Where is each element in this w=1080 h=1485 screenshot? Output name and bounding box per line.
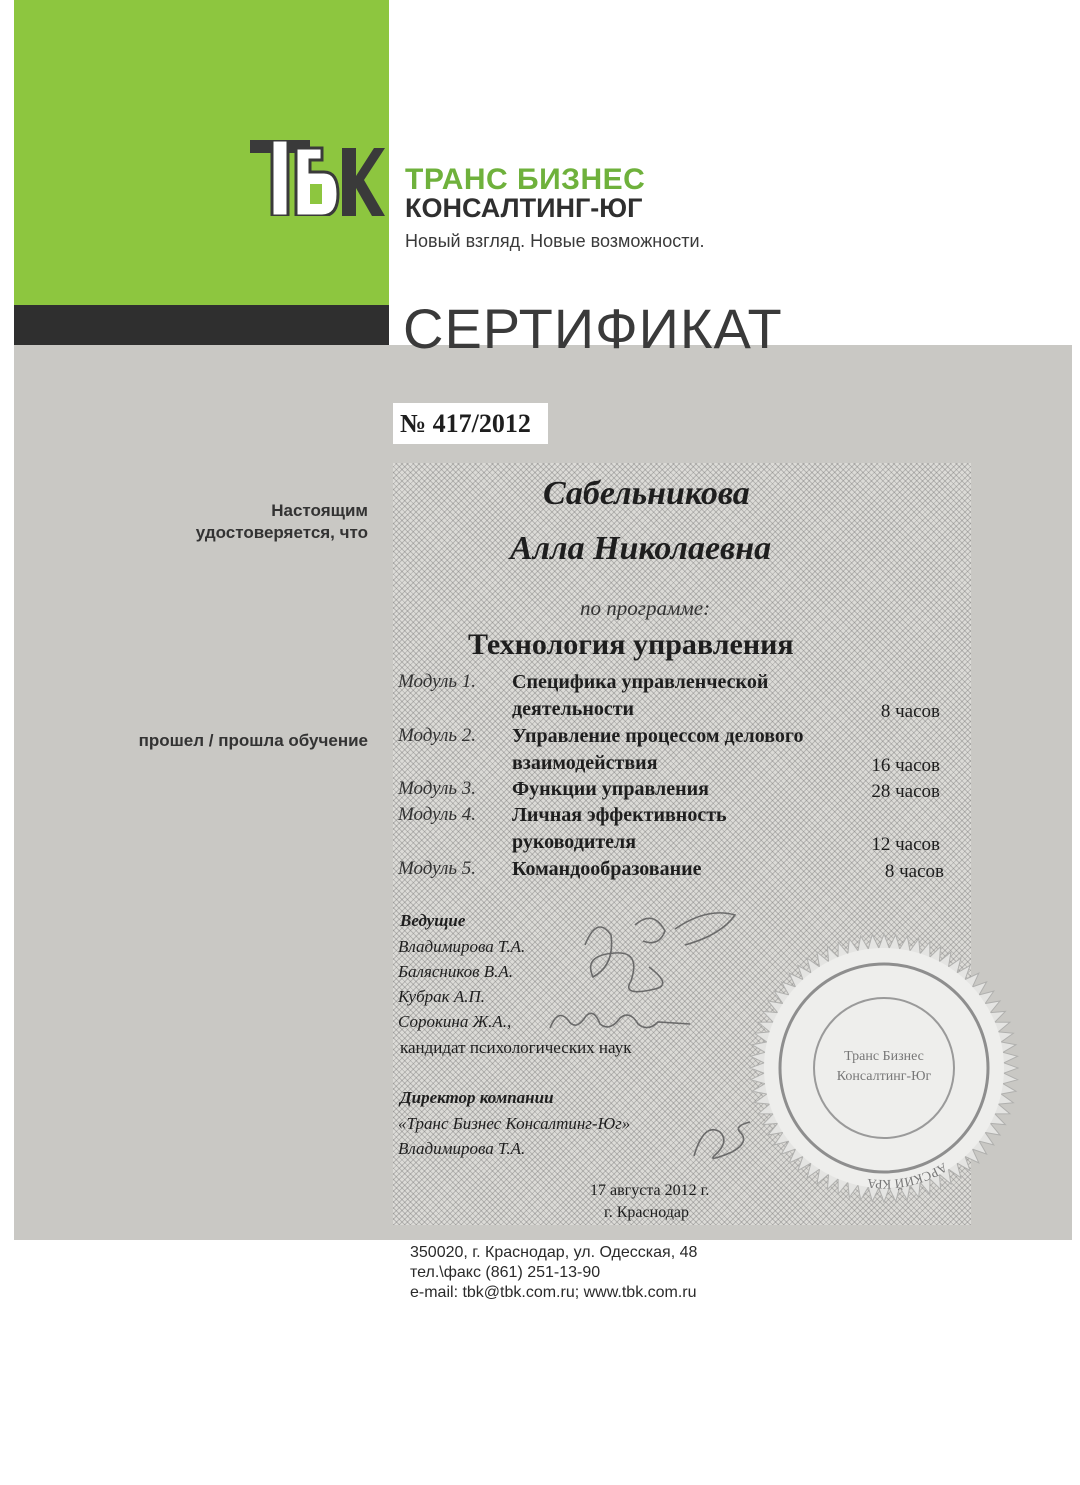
tbk-logo	[250, 140, 385, 216]
program-label: по программе:	[580, 596, 711, 620]
issue-date: 17 августа 2012 г.	[590, 1182, 710, 1199]
sorokina-signature	[540, 1002, 700, 1042]
dark-title-bar	[14, 305, 389, 345]
module-hours: 28 часов	[871, 781, 940, 802]
footer-email: e-mail: tbk@tbk.com.ru; www.tbk.com.ru	[410, 1284, 697, 1301]
module-label: Модуль 3.	[398, 778, 477, 799]
module-title: руководителя	[512, 831, 637, 853]
module-title: Личная эффективность	[512, 804, 727, 826]
module-label: Модуль 1.	[398, 671, 477, 692]
director-signature	[680, 1112, 770, 1172]
module-label: Модуль 5.	[398, 858, 477, 879]
module-hours: 12 часов	[871, 834, 940, 855]
module-hours: 8 часов	[880, 701, 940, 722]
intro-line2: удостоверяется, что	[195, 523, 368, 542]
instructor-degree: кандидат психологических наук	[400, 1038, 632, 1057]
module-title: взаимодействия	[512, 752, 658, 774]
recipient-first-name: Алла Николаевна	[510, 530, 772, 567]
program-title: Технология управления	[468, 628, 794, 661]
completed-label: прошел / прошла обучение	[138, 731, 368, 750]
instructor-signature	[545, 905, 745, 1005]
brand-name-line2: КОНСАЛТИНГ-ЮГ	[405, 193, 643, 223]
seal-outer-text: АРСКИЙ КРА	[866, 1160, 951, 1193]
instructor-name: Владимирова Т.А.	[398, 937, 526, 956]
certificate-number: № 417/2012	[400, 409, 531, 438]
issue-city: г. Краснодар	[604, 1204, 689, 1221]
instructor-name: Балясников В.А.	[398, 962, 514, 981]
instructor-name: Кубрак А.П.	[398, 987, 486, 1006]
brand-name-line1: ТРАНС БИЗНЕС	[405, 163, 646, 196]
module-title: деятельности	[512, 698, 635, 720]
brand-tagline: Новый взгляд. Новые возможности.	[405, 231, 705, 251]
module-label: Модуль 4.	[398, 804, 477, 825]
footer-address: 350020, г. Краснодар, ул. Одесская, 48	[410, 1244, 698, 1261]
module-title: Управление процессом делового	[512, 725, 804, 747]
module-title: Командообразование	[512, 858, 702, 880]
module-label: Модуль 2.	[398, 725, 477, 746]
intro-line1: Настоящим	[271, 501, 368, 520]
instructor-name: Сорокина Ж.А.,	[398, 1012, 512, 1031]
module-title: Специфика управленческой	[512, 671, 769, 693]
footer-phone: тел.\факс (861) 251-13-90	[410, 1264, 601, 1281]
director-company: «Транс Бизнес Консалтинг-Юг»	[398, 1114, 631, 1133]
director-heading: Директор компании	[400, 1088, 554, 1107]
director-name: Владимирова Т.А.	[398, 1139, 526, 1158]
seal-inner-text-2: Консалтинг-Юг	[836, 1069, 932, 1084]
instructors-heading: Ведущие	[400, 911, 466, 930]
certificate-title: СЕРТИФИКАТ	[403, 297, 783, 360]
module-hours: 16 часов	[871, 755, 940, 776]
seal-inner-text-1: Транс Бизнес	[844, 1049, 924, 1064]
module-hours: 8 часов	[884, 861, 944, 882]
company-seal	[748, 932, 1020, 1204]
module-title: Функции управления	[512, 778, 709, 800]
recipient-last-name: Сабельникова	[543, 475, 750, 512]
